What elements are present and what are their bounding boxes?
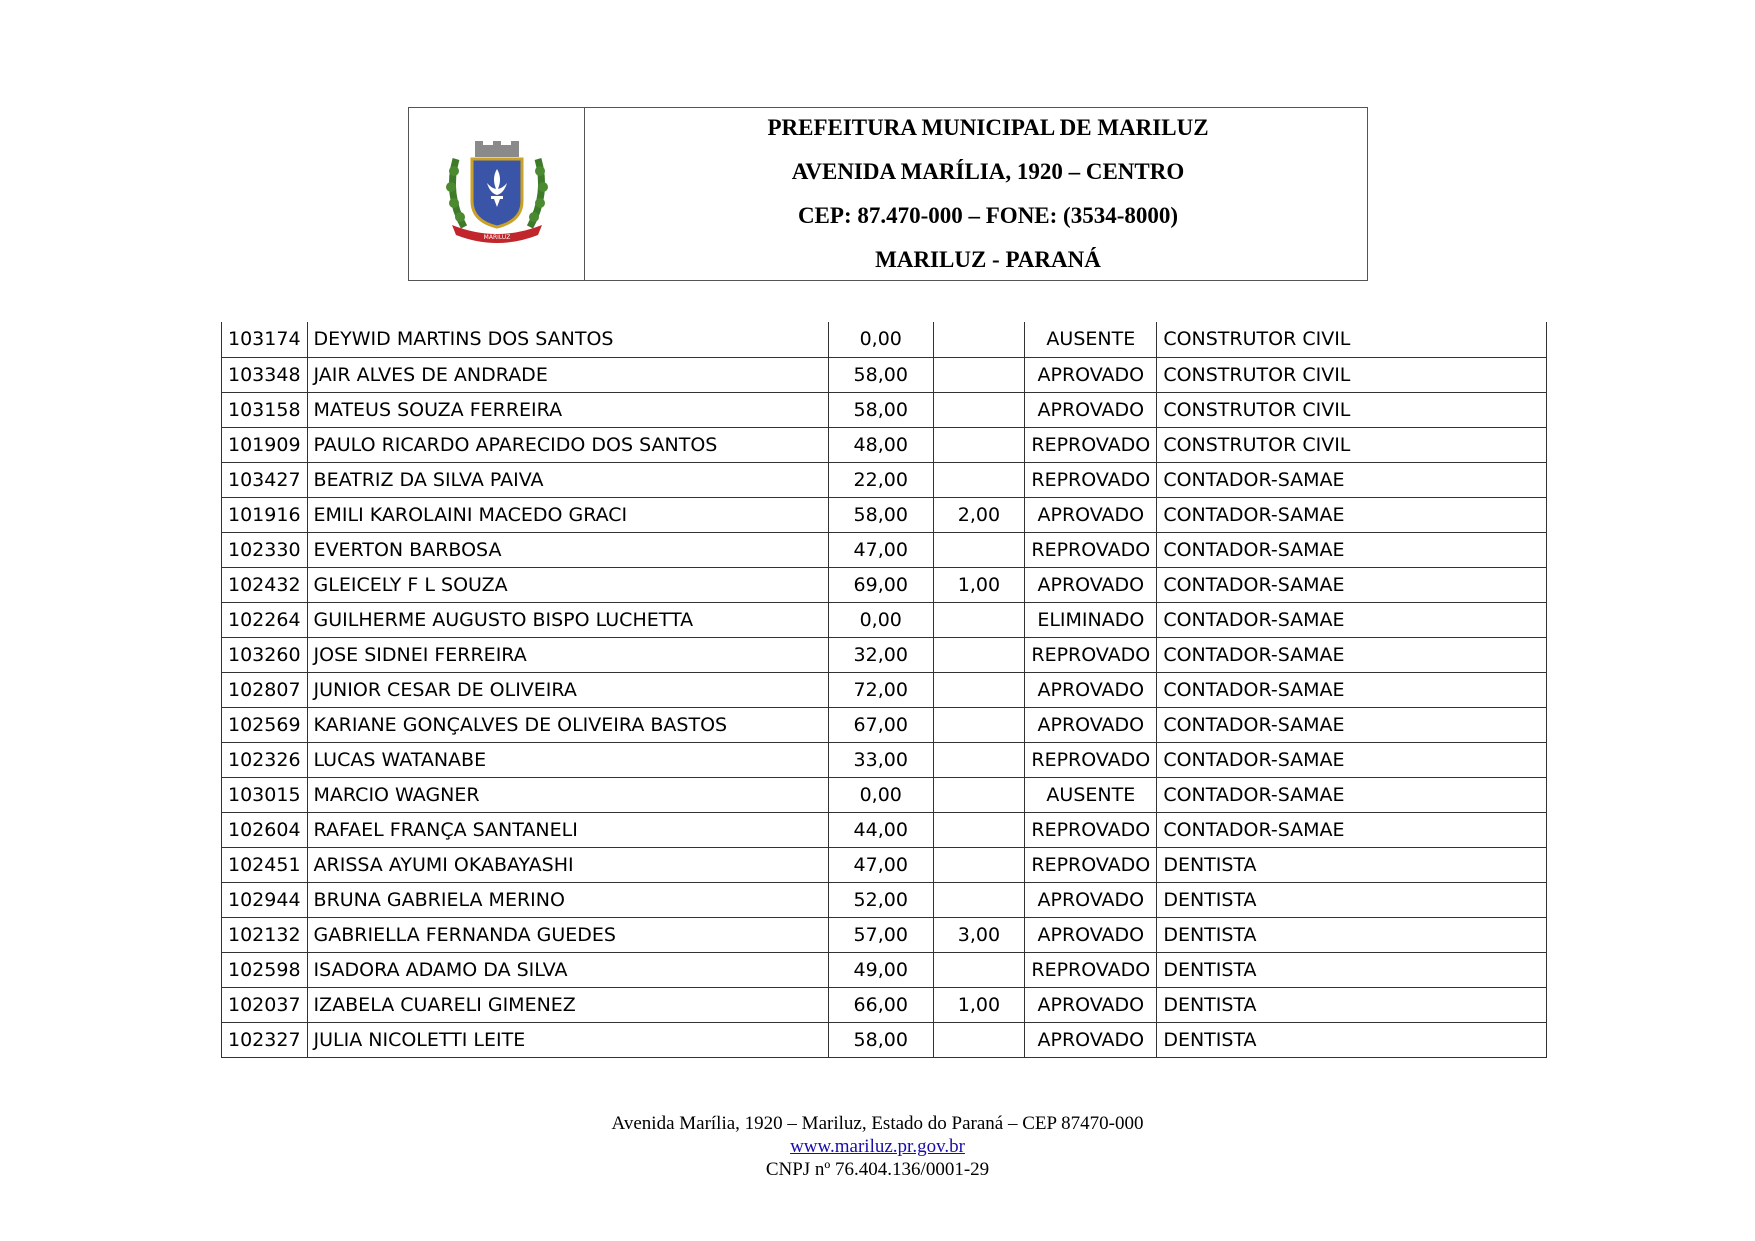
candidate-name: MARCIO WAGNER	[307, 777, 828, 812]
candidate-bonus	[933, 882, 1025, 917]
candidate-id: 102264	[222, 602, 308, 637]
results-table	[221, 322, 1547, 1058]
candidate-role: CONTADOR-SAMAE	[1157, 637, 1547, 672]
footer-address: Avenida Marília, 1920 – Mariluz, Estado do Paraná – CEP 87470-000	[611, 1113, 1144, 1134]
table-row	[222, 742, 1547, 777]
candidate-name: LUCAS WATANABE	[307, 742, 828, 777]
letterhead-text	[585, 108, 1367, 280]
candidate-role: CONTADOR-SAMAE	[1157, 567, 1547, 602]
candidate-id: 101909	[222, 427, 308, 462]
candidate-role: DENTISTA	[1157, 847, 1547, 882]
candidate-bonus	[933, 392, 1025, 427]
table-row	[222, 427, 1547, 462]
table-row	[222, 952, 1547, 987]
footer-cnpj: CNPJ nº 76.404.136/0001-29	[765, 1159, 990, 1180]
candidate-name: GABRIELLA FERNANDA GUEDES	[307, 917, 828, 952]
candidate-score: 69,00	[828, 567, 933, 602]
candidate-status: REPROVADO	[1025, 532, 1157, 567]
candidate-bonus	[933, 672, 1025, 707]
candidate-status: APROVADO	[1025, 1022, 1157, 1057]
table-row	[222, 532, 1547, 567]
table-row	[222, 812, 1547, 847]
table-row	[222, 987, 1547, 1022]
candidate-status: REPROVADO	[1025, 427, 1157, 462]
candidate-score: 47,00	[828, 847, 933, 882]
table-row	[222, 777, 1547, 812]
candidate-bonus	[933, 637, 1025, 672]
candidate-bonus	[933, 952, 1025, 987]
candidate-id: 103158	[222, 392, 308, 427]
candidate-role: DENTISTA	[1157, 917, 1547, 952]
candidate-status: APROVADO	[1025, 917, 1157, 952]
table-row	[222, 357, 1547, 392]
candidate-name: GUILHERME AUGUSTO BISPO LUCHETTA	[307, 602, 828, 637]
candidate-role: CONTADOR-SAMAE	[1157, 602, 1547, 637]
candidate-score: 58,00	[828, 392, 933, 427]
candidate-bonus	[933, 462, 1025, 497]
candidate-bonus	[933, 322, 1025, 357]
candidate-role: DENTISTA	[1157, 987, 1547, 1022]
candidate-name: EMILI KAROLAINI MACEDO GRACI	[307, 497, 828, 532]
candidate-role: DENTISTA	[1157, 1022, 1547, 1057]
candidate-role: CONSTRUTOR CIVIL	[1157, 392, 1547, 427]
candidate-bonus	[933, 532, 1025, 567]
candidate-score: 33,00	[828, 742, 933, 777]
table-row	[222, 707, 1547, 742]
candidate-score: 58,00	[828, 357, 933, 392]
candidate-id: 102432	[222, 567, 308, 602]
candidate-bonus	[933, 707, 1025, 742]
candidate-id: 102327	[222, 1022, 308, 1057]
table-row	[222, 672, 1547, 707]
candidate-score: 44,00	[828, 812, 933, 847]
candidate-status: APROVADO	[1025, 357, 1157, 392]
candidate-bonus	[933, 847, 1025, 882]
candidate-role: CONTADOR-SAMAE	[1157, 672, 1547, 707]
candidate-role: CONTADOR-SAMAE	[1157, 532, 1547, 567]
candidate-score: 47,00	[828, 532, 933, 567]
table-row	[222, 322, 1547, 357]
candidate-bonus	[933, 742, 1025, 777]
candidate-status: APROVADO	[1025, 392, 1157, 427]
candidate-status: APROVADO	[1025, 882, 1157, 917]
table-row	[222, 847, 1547, 882]
candidate-status: APROVADO	[1025, 497, 1157, 532]
table-row	[222, 1022, 1547, 1057]
candidate-score: 0,00	[828, 777, 933, 812]
table-row	[222, 462, 1547, 497]
candidate-role: CONTADOR-SAMAE	[1157, 812, 1547, 847]
candidate-id: 103015	[222, 777, 308, 812]
candidate-id: 102037	[222, 987, 308, 1022]
candidate-role: CONTADOR-SAMAE	[1157, 777, 1547, 812]
candidate-status: REPROVADO	[1025, 812, 1157, 847]
candidate-status: REPROVADO	[1025, 952, 1157, 987]
candidate-status: REPROVADO	[1025, 462, 1157, 497]
candidate-role: CONSTRUTOR CIVIL	[1157, 427, 1547, 462]
candidate-name: MATEUS SOUZA FERREIRA	[307, 392, 828, 427]
table-row	[222, 567, 1547, 602]
candidate-score: 57,00	[828, 917, 933, 952]
logo-ribbon-text: MARILUZ	[483, 234, 510, 241]
candidate-id: 102598	[222, 952, 308, 987]
table-row	[222, 637, 1547, 672]
page-footer	[0, 1112, 1755, 1181]
candidate-bonus	[933, 1022, 1025, 1057]
candidate-name: RAFAEL FRANÇA SANTANELI	[307, 812, 828, 847]
candidate-status: AUSENTE	[1025, 322, 1157, 357]
candidate-status: APROVADO	[1025, 987, 1157, 1022]
candidate-status: REPROVADO	[1025, 637, 1157, 672]
candidate-role: CONSTRUTOR CIVIL	[1157, 357, 1547, 392]
candidate-bonus: 1,00	[933, 987, 1025, 1022]
candidate-score: 22,00	[828, 462, 933, 497]
candidate-name: BRUNA GABRIELA MERINO	[307, 882, 828, 917]
candidate-name: KARIANE GONÇALVES DE OLIVEIRA BASTOS	[307, 707, 828, 742]
candidate-id: 102569	[222, 707, 308, 742]
letterhead	[408, 107, 1368, 281]
candidate-name: BEATRIZ DA SILVA PAIVA	[307, 462, 828, 497]
candidate-name: DEYWID MARTINS DOS SANTOS	[307, 322, 828, 357]
candidate-status: APROVADO	[1025, 707, 1157, 742]
candidate-id: 103427	[222, 462, 308, 497]
candidate-role: DENTISTA	[1157, 882, 1547, 917]
candidate-status: ELIMINADO	[1025, 602, 1157, 637]
candidate-id: 102132	[222, 917, 308, 952]
candidate-bonus	[933, 427, 1025, 462]
candidate-status: APROVADO	[1025, 567, 1157, 602]
candidate-name: ARISSA AYUMI OKABAYASHI	[307, 847, 828, 882]
candidate-name: JUNIOR CESAR DE OLIVEIRA	[307, 672, 828, 707]
candidate-id: 102807	[222, 672, 308, 707]
candidate-score: 48,00	[828, 427, 933, 462]
candidate-score: 0,00	[828, 322, 933, 357]
candidate-id: 103174	[222, 322, 308, 357]
candidate-bonus: 2,00	[933, 497, 1025, 532]
candidate-name: EVERTON BARBOSA	[307, 532, 828, 567]
table-row	[222, 497, 1547, 532]
candidate-score: 58,00	[828, 1022, 933, 1057]
candidate-status: REPROVADO	[1025, 847, 1157, 882]
candidate-status: REPROVADO	[1025, 742, 1157, 777]
candidate-score: 49,00	[828, 952, 933, 987]
table-row	[222, 882, 1547, 917]
candidate-role: CONTADOR-SAMAE	[1157, 707, 1547, 742]
address-line: AVENIDA MARÍLIA, 1920 – CENTRO	[791, 159, 1185, 184]
table-row	[222, 392, 1547, 427]
table-row	[222, 917, 1547, 952]
candidate-name: JOSE SIDNEI FERREIRA	[307, 637, 828, 672]
candidate-bonus	[933, 812, 1025, 847]
candidate-id: 101916	[222, 497, 308, 532]
candidate-id: 102326	[222, 742, 308, 777]
candidate-status: AUSENTE	[1025, 777, 1157, 812]
candidate-role: CONSTRUTOR CIVIL	[1157, 322, 1547, 357]
table-row	[222, 602, 1547, 637]
candidate-id: 102604	[222, 812, 308, 847]
logo-cell	[409, 108, 585, 280]
municipal-coat-of-arms-icon	[442, 139, 552, 249]
candidate-role: CONTADOR-SAMAE	[1157, 742, 1547, 777]
candidate-score: 52,00	[828, 882, 933, 917]
municipality-name: PREFEITURA MUNICIPAL DE MARILUZ	[767, 115, 1209, 140]
city-state-line: MARILUZ - PARANÁ	[875, 247, 1101, 272]
contact-line: CEP: 87.470-000 – FONE: (3534-8000)	[797, 203, 1179, 228]
candidate-role: DENTISTA	[1157, 952, 1547, 987]
candidate-bonus: 3,00	[933, 917, 1025, 952]
candidate-bonus: 1,00	[933, 567, 1025, 602]
candidate-id: 103260	[222, 637, 308, 672]
candidate-name: JAIR ALVES DE ANDRADE	[307, 357, 828, 392]
candidate-status: APROVADO	[1025, 672, 1157, 707]
candidate-role: CONTADOR-SAMAE	[1157, 462, 1547, 497]
candidate-id: 102330	[222, 532, 308, 567]
candidate-score: 72,00	[828, 672, 933, 707]
candidate-name: ISADORA ADAMO DA SILVA	[307, 952, 828, 987]
candidate-name: IZABELA CUARELI GIMENEZ	[307, 987, 828, 1022]
candidate-name: PAULO RICARDO APARECIDO DOS SANTOS	[307, 427, 828, 462]
candidate-score: 0,00	[828, 602, 933, 637]
results-table-body	[222, 322, 1547, 1057]
candidate-score: 32,00	[828, 637, 933, 672]
footer-website-link[interactable]: www.mariluz.pr.gov.br	[790, 1136, 965, 1157]
candidate-bonus	[933, 777, 1025, 812]
candidate-name: GLEICELY F L SOUZA	[307, 567, 828, 602]
candidate-bonus	[933, 357, 1025, 392]
candidate-bonus	[933, 602, 1025, 637]
candidate-score: 66,00	[828, 987, 933, 1022]
candidate-id: 102944	[222, 882, 308, 917]
candidate-id: 102451	[222, 847, 308, 882]
candidate-score: 58,00	[828, 497, 933, 532]
candidate-score: 67,00	[828, 707, 933, 742]
candidate-role: CONTADOR-SAMAE	[1157, 497, 1547, 532]
candidate-id: 103348	[222, 357, 308, 392]
candidate-name: JULIA NICOLETTI LEITE	[307, 1022, 828, 1057]
